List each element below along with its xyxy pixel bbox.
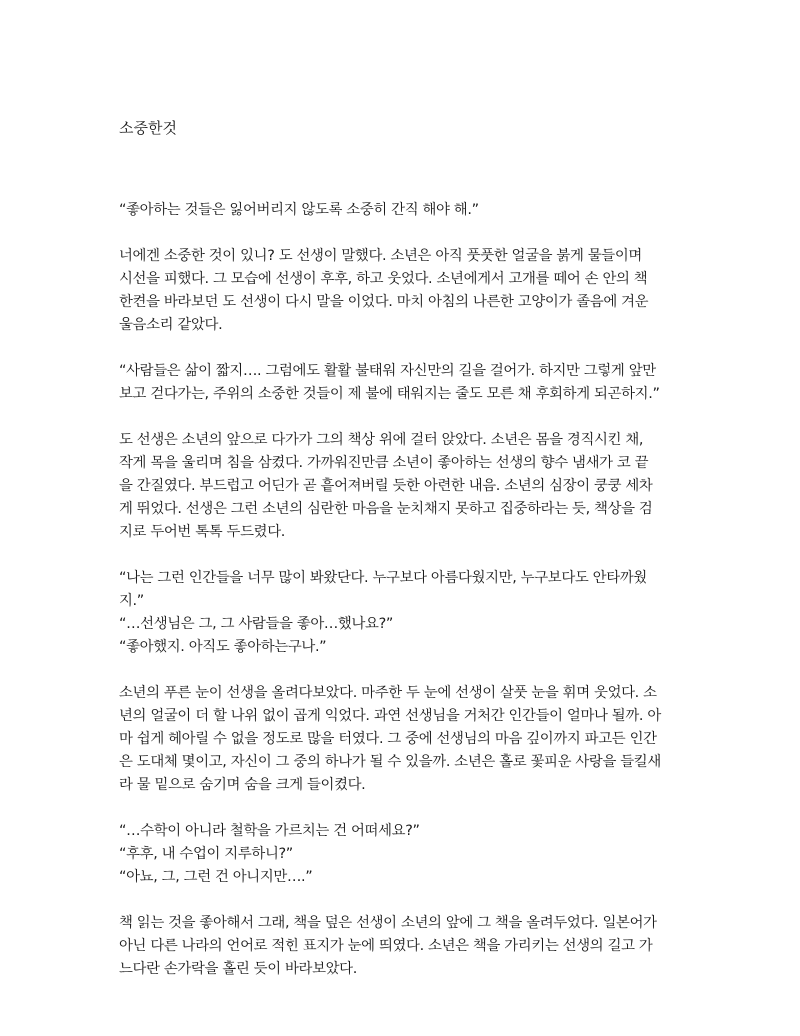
document-title: 소중한것: [119, 119, 177, 137]
text-line: “후후, 내 수업이 지루하니?”: [119, 846, 293, 862]
text-line: 지.”: [119, 593, 144, 609]
text-line: “…수학이 아니라 철학을 가르치는 건 어떠세요?”: [119, 823, 420, 839]
text-line: 한켠을 바라보던 도 선생이 다시 말을 이었다. 마치 아침의 나른한 고양이가 졸음에 겨운: [119, 294, 649, 310]
text-line: “나는 그런 인간들을 너무 많이 봐왔단다. 누구보다 아름다웠지만, 누구보다도 안타까웠: [119, 570, 647, 586]
text-line: 소년의 푸른 눈이 선생을 올려다보았다. 마주한 두 눈에 선생이 살풋 눈을 휘며 웃었다. 소: [119, 685, 657, 701]
text-line: 을 간질였다. 부드럽고 어딘가 곧 흩어져버릴 듯한 아련한 내음. 소년의 심장이 쿵쿵 세차: [119, 478, 653, 494]
text-line: 도 선생은 소년의 앞으로 다가가 그의 책상 위에 걸터 앉았다. 소년은 몸을 경직시킨 채,: [119, 432, 644, 448]
paragraph-5: [119, 567, 687, 659]
text-line: 울음소리 같았다.: [119, 317, 223, 333]
text-line: 게 뛰었다. 선생은 그런 소년의 심란한 마음을 눈치채지 못하고 집중하라는 듯, 책상을 검: [119, 501, 653, 517]
paragraph-2: [119, 245, 687, 337]
text-line: “사람들은 삶이 짧지…. 그럼에도 활활 불태워 자신만의 길을 걸어가. 하지만 그렇게 앞만: [119, 363, 656, 379]
text-line: 보고 걷다가는, 주위의 소중한 것들이 제 불에 태워지는 줄도 모른 채 후회하게 되곤하지.”: [119, 386, 660, 402]
text-line: 아닌 다른 나라의 언어로 적힌 표지가 눈에 띄였다. 소년은 책을 가리키는 선생의 길고 가: [119, 938, 653, 954]
text-line: 너에겐 소중한 것이 있니? 도 선생이 말했다. 소년은 아직 풋풋한 얼굴을 붉게 물들이며: [119, 248, 642, 264]
paragraph-4: [119, 429, 687, 544]
document-body: [119, 199, 687, 1004]
text-line: 년의 얼굴이 더 할 나위 없이 곱게 익었다. 과연 선생님을 거처간 인간들이 얼마나 될까. 아: [119, 708, 661, 724]
paragraph-3: [119, 360, 687, 406]
text-line: 마 쉽게 헤아릴 수 없을 정도로 많을 터였다. 그 중에 선생님의 마음 깊이까지 파고든 인간: [119, 731, 657, 747]
text-line: 라 물 밑으로 숨기며 숨을 크게 들이켰다.: [119, 777, 366, 793]
text-line: “…선생님은 그, 그 사람들을 좋아…했나요?”: [119, 616, 393, 632]
paragraph-1: [119, 199, 687, 222]
paragraph-7: [119, 820, 687, 889]
text-line: “좋아했지. 아직도 좋아하는구나.”: [119, 639, 327, 655]
paragraph-6: [119, 682, 687, 797]
text-line: 작게 목을 울리며 침을 삼켰다. 가까워진만큼 소년이 좋아하는 선생의 향수 냄새가 코 끝: [119, 455, 649, 471]
text-line: 은 도대체 몇이고, 자신이 그 중의 하나가 될 수 있을까. 소년은 홀로 꽃피운 사랑을 들킬새: [119, 754, 661, 770]
text-line: 시선을 피했다. 그 모습에 선생이 후후, 하고 웃었다. 소년에게서 고개를 떼어 손 안의 책: [119, 271, 648, 287]
text-line: 지로 두어번 톡톡 두드렸다.: [119, 524, 285, 540]
text-line: 책 읽는 것을 좋아해서 그래, 책을 덮은 선생이 소년의 앞에 그 책을 올려두었다. 일본어가: [119, 915, 657, 931]
paragraph-8: [119, 912, 687, 981]
text-line: 느다란 손가락을 홀린 듯이 바라보았다.: [119, 961, 357, 977]
text-line: “아뇨, 그, 그런 건 아니지만….”: [119, 869, 313, 885]
text-line: “좋아하는 것들은 잃어버리지 않도록 소중히 간직 해야 해.”: [119, 202, 479, 218]
